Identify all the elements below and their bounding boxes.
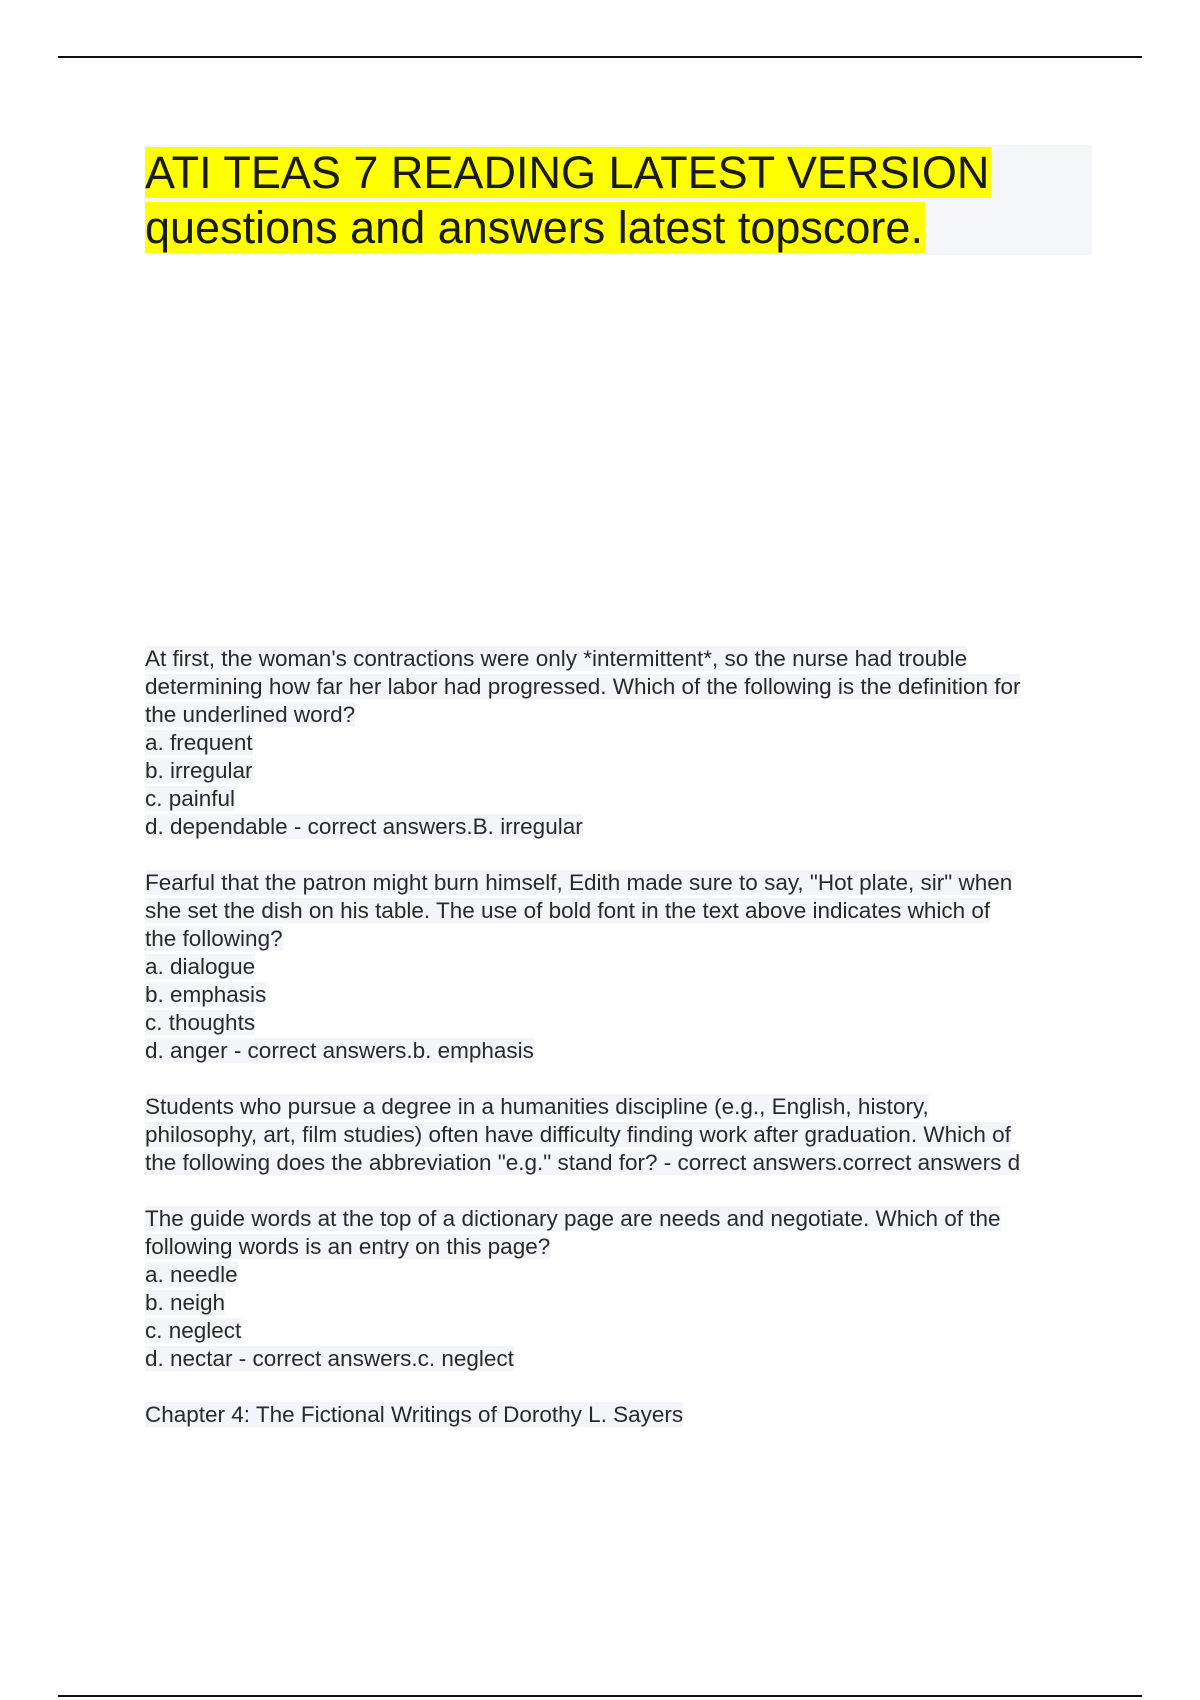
question-line: following words is an entry on this page? [145,1234,551,1259]
question-line: At first, the woman's contractions were only *intermittent*, so the nurse had trouble [145,646,968,671]
question-line: she set the dish on his table. The use of bold font in the text above indicates which of [145,898,991,923]
question-line-with-key: the following does the abbreviation "e.g." stand for? - correct answers.correct answers d [145,1150,1021,1175]
answer-option: b. irregular [145,758,253,783]
answer-option-with-key: d. nectar - correct answers.c. neglect [145,1346,514,1371]
question-line: The guide words at the top of a dictionary page are needs and negotiate. Which of the [145,1206,1001,1231]
answer-option: b. emphasis [145,982,267,1007]
answer-option: c. neglect [145,1318,242,1343]
answer-option-with-key: d. dependable - correct answers.B. irregular [145,814,583,839]
document-title [145,145,1092,255]
answer-option: a. needle [145,1262,238,1287]
question-line: determining how far her labor had progressed. Which of the following is the definition for [145,674,1021,699]
question-block-3 [145,1093,1095,1177]
answer-option-with-key: d. anger - correct answers.b. emphasis [145,1038,534,1063]
question-block-4 [145,1205,1095,1373]
bottom-rule [58,1695,1142,1697]
title-line-2: questions and answers latest topscore. [145,202,923,253]
answer-option: b. neigh [145,1290,226,1315]
question-line: philosophy, art, film studies) often have difficulty finding work after graduation. Which of [145,1122,1011,1147]
question-line: Students who pursue a degree in a humanities discipline (e.g., English, history, [145,1094,929,1119]
answer-option: c. thoughts [145,1010,256,1035]
title-line-1: ATI TEAS 7 READING LATEST VERSION [145,147,990,198]
top-rule [58,56,1142,58]
answer-option: c. painful [145,786,236,811]
question-block-1 [145,645,1095,841]
question-line: Fearful that the patron might burn himself, Edith made sure to say, "Hot plate, sir" when [145,870,1013,895]
question-line: the following? [145,926,283,951]
questions-content [145,645,1095,1429]
question-line: the underlined word? [145,702,356,727]
answer-option: a. frequent [145,730,253,755]
question-block-2 [145,869,1095,1065]
answer-option: a. dialogue [145,954,256,979]
chapter-heading: Chapter 4: The Fictional Writings of Dorothy L. Sayers [145,1402,684,1427]
